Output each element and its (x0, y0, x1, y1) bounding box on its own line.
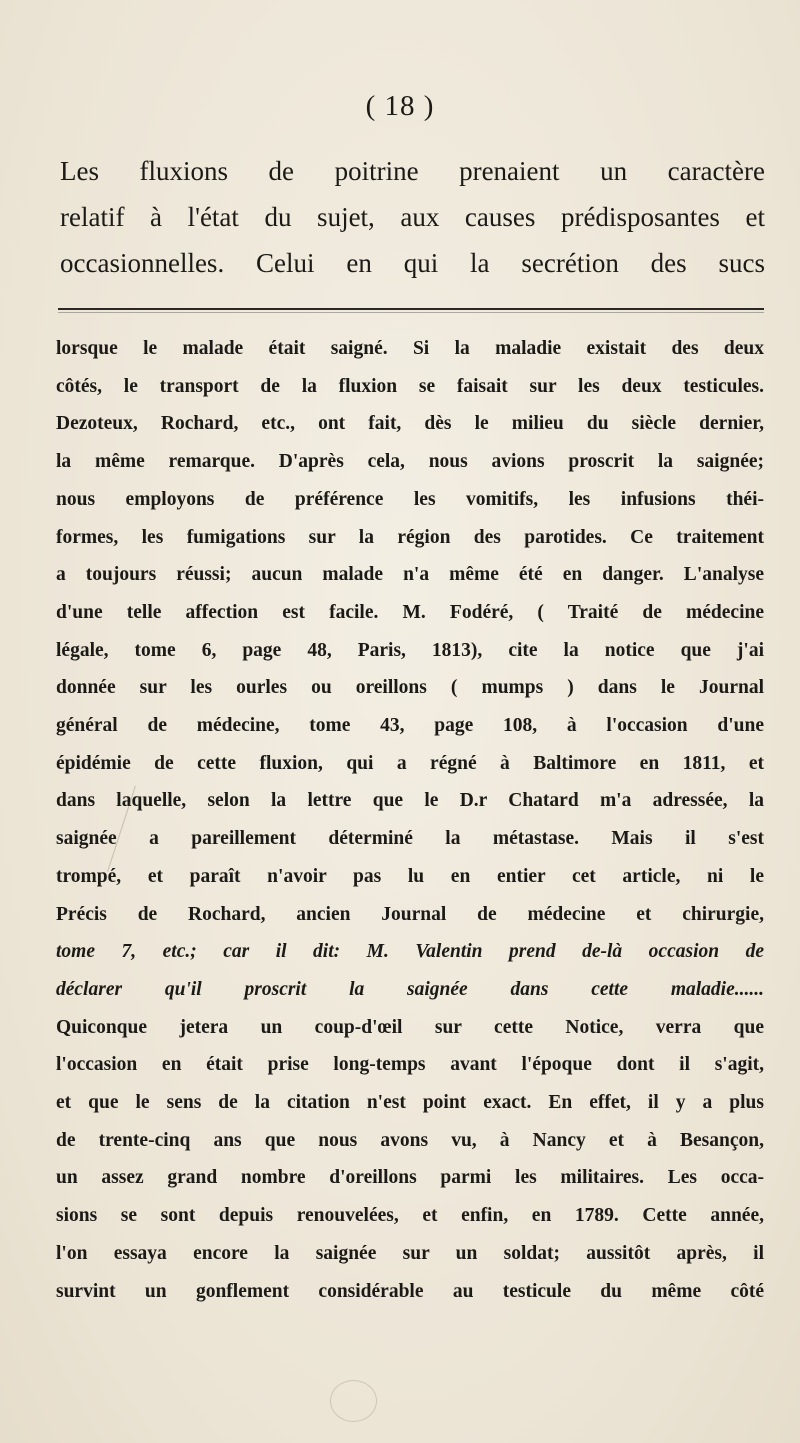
text-line: Quiconque jetera un coup-d'œil sur cette Notice, verra que (56, 1016, 764, 1038)
text-line: général de médecine, tome 43, page 108, à l'occasion d'une (56, 715, 764, 737)
section-divider (58, 308, 764, 310)
text-line: l'occasion en était prise long-temps avant l'époque dont il s'agit, (56, 1054, 764, 1076)
text-line: de trente-cinq ans que nous avons vu, à Nancy et à Besançon, (56, 1129, 764, 1151)
text-line: légale, tome 6, page 48, Paris, 1813), cite la notice que j'ai (56, 639, 764, 661)
text-line: trompé, et paraît n'avoir pas lu en entier cet article, ni le (56, 865, 764, 887)
text-line: lorsque le malade était saigné. Si la maladie existait des deux (56, 338, 764, 359)
text-line: et que le sens de la citation n'est point exact. En effet, il y a plus (56, 1092, 764, 1114)
text-line: Précis de Rochard, ancien Journal de médecine et chirurgie, (56, 903, 764, 925)
text-line: d'une telle affection est facile. M. Fodéré, ( Traité de médecine (56, 601, 764, 623)
text-line: côtés, le transport de la fluxion se faisait sur les deux testicules. (56, 375, 764, 397)
text-line: la même remarque. D'après cela, nous avions proscrit la saignée; (56, 451, 764, 473)
page-number: ( 18 ) (365, 90, 435, 122)
text-line: relatif à l'état du sujet, aux causes prédisposantes et (60, 202, 765, 232)
text-line: Dezoteux, Rochard, etc., ont fait, dès le milieu du siècle dernier, (56, 413, 764, 435)
text-line: épidémie de cette fluxion, qui a régné à Baltimore en 1811, et (56, 752, 764, 774)
text-line: déclarer qu'il proscrit la saignée dans cette maladie...... (56, 978, 764, 1000)
text-line: nous employons de préférence les vomitifs, les infusions théi- (56, 488, 764, 510)
text-line: sions se sont depuis renouvelées, et enfin, en 1789. Cette année, (56, 1205, 764, 1227)
text-line: l'on essaya encore la saignée sur un soldat; aussitôt après, il (56, 1242, 764, 1264)
text-line: occasionnelles. Celui en qui la secrétion des sucs (60, 248, 765, 278)
text-line: survint un gonflement considérable au testicule du même côté (56, 1280, 764, 1302)
text-line: a toujours réussi; aucun malade n'a même été en danger. L'analyse (56, 564, 764, 586)
text-line: donnée sur les ourles ou oreillons ( mumps ) dans le Journal (56, 677, 764, 699)
paper-stain (330, 1380, 377, 1422)
text-line: formes, les fumigations sur la région des parotides. Ce traitement (56, 526, 764, 548)
text-line: saignée a pareillement déterminé la métastase. Mais il s'est (56, 828, 764, 850)
text-line: tome 7, etc.; car il dit: M. Valentin prend de-là occasion de (56, 941, 764, 963)
text-line: dans laquelle, selon la lettre que le D.r Chatard m'a adressée, la (56, 790, 764, 812)
upper-paragraph (60, 148, 765, 286)
text-line: un assez grand nombre d'oreillons parmi les militaires. Les occa- (56, 1167, 764, 1189)
section-divider-shadow (58, 312, 764, 313)
text-line: Les fluxions de poitrine prenaient un caractère (60, 156, 765, 186)
